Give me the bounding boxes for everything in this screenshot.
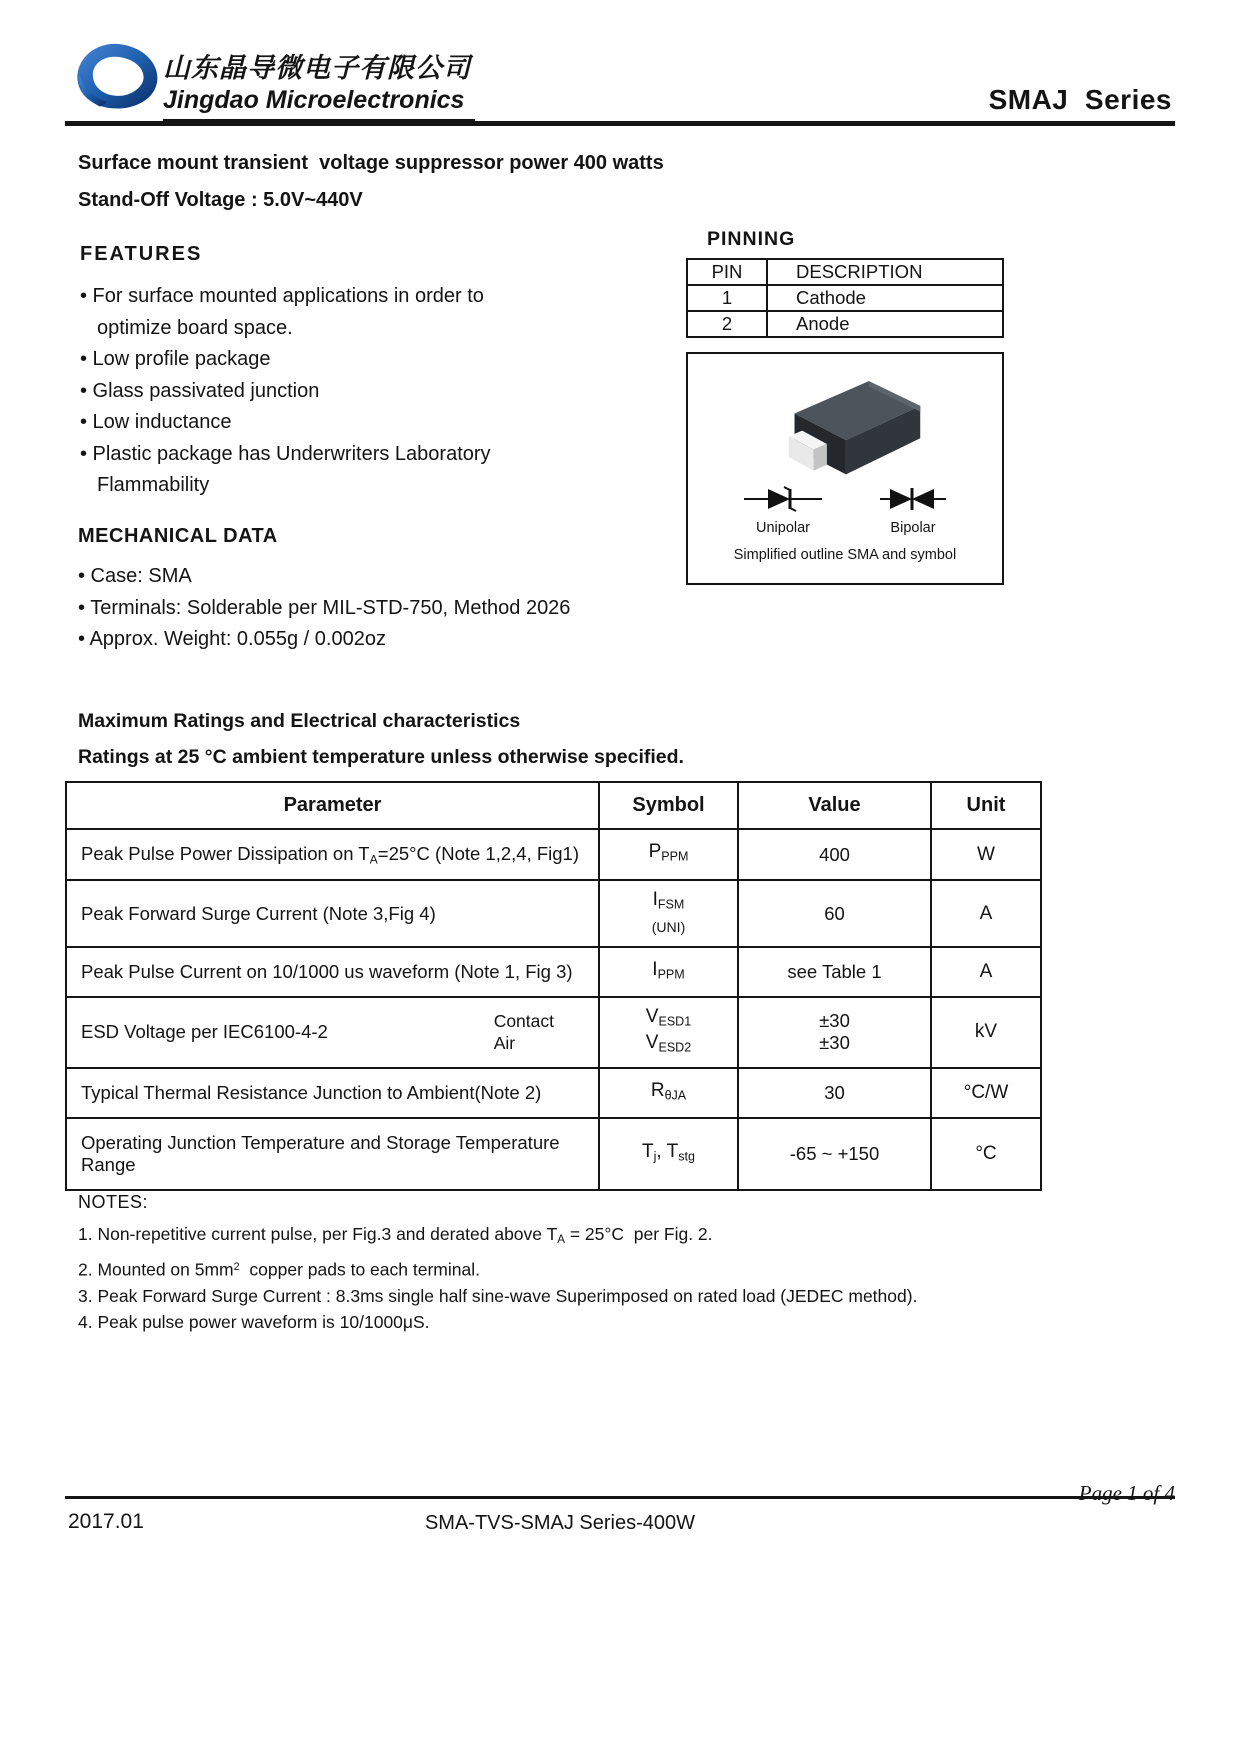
pin-header-row: [687, 259, 1003, 285]
value-cell: [738, 1118, 931, 1190]
features-heading: FEATURES: [80, 243, 203, 265]
notes-list: [78, 1221, 1138, 1336]
feature-item: • For surface mounted applications in order to optimize board space.: [80, 285, 484, 339]
symbol-line: $P_{PPM}$: [648, 841, 689, 864]
pin-number: 1: [687, 285, 767, 311]
sma-package-image: [745, 362, 945, 484]
standoff-voltage: Stand-Off Voltage : 5.0V~440V: [78, 189, 363, 211]
mechanical-data-section: [78, 525, 708, 656]
value-cell: [738, 880, 931, 947]
parameter-col-header: Parameter: [66, 782, 599, 829]
footer-date: 2017.01: [68, 1510, 144, 1533]
product-description: Surface mount transient voltage suppressor power 400 watts: [78, 152, 664, 174]
feature-item: • Low profile package: [80, 348, 271, 370]
package-outline-box: [686, 352, 1004, 585]
value-cell: [738, 1068, 931, 1118]
pin-table-body: [687, 285, 1003, 337]
feature-item: • Plastic package has Underwriters Laboratory Flammability: [80, 442, 491, 496]
parameter-cell: ESD Voltage per IEC6100-4-2 Contact Air: [66, 997, 599, 1068]
company-logo: [72, 42, 160, 112]
unipolar-symbol-block: [744, 486, 822, 536]
symbol-cell: [599, 947, 738, 997]
symbol-line: $V_{ESD2}$: [645, 1032, 692, 1055]
parameter-cell: Operating Junction Temperature and Storage Temperature Range: [66, 1118, 599, 1190]
bipolar-label: Bipolar: [890, 520, 936, 536]
unipolar-diode-symbol-icon: [744, 486, 822, 512]
ratings-row: [66, 1118, 1041, 1190]
ratings-row: [66, 947, 1041, 997]
description-col-header: DESCRIPTION: [767, 259, 1003, 285]
unipolar-label: Unipolar: [756, 520, 810, 536]
ratings-row: [66, 829, 1041, 880]
note-line: 2. Mounted on $5mm^2$ copper pads to each terminal.: [78, 1259, 480, 1280]
note-line: 3. Peak Forward Surge Current : 8.3ms single half sine-wave Superimposed on rated load (JEDEC method).: [78, 1285, 918, 1306]
unit-cell: °C: [931, 1118, 1041, 1190]
value-line: 400: [819, 843, 850, 865]
ratings-row: [66, 997, 1041, 1068]
notes-section: [78, 1192, 1138, 1336]
value-line: -65 ~ +150: [789, 1142, 880, 1164]
mechanical-item: • Terminals: Solderable per MIL-STD-750, Method 2026: [78, 596, 571, 619]
header-rule: [65, 121, 1175, 126]
unit-col-header: Unit: [931, 782, 1041, 829]
symbol-cell: [599, 1118, 738, 1190]
value-line: ±30: [819, 1032, 850, 1054]
ratings-header-row: [66, 782, 1041, 829]
parameter-cell: Peak Pulse Power Dissipation on $T_A=25^\circ C$ (Note 1,2,4, Fig1): [66, 829, 599, 880]
value-line: see Table 1: [787, 960, 882, 982]
unit-cell: A: [931, 947, 1041, 997]
diode-symbols-row: [688, 486, 1002, 536]
note-line: 4. Peak pulse power waveform is 10/1000μS.: [78, 1312, 430, 1333]
feature-item: • Glass passivated junction: [80, 379, 320, 402]
package-caption: Simplified outline SMA and symbol: [733, 547, 957, 563]
right-column: [686, 228, 1004, 585]
pin-col-header: PIN: [687, 259, 767, 285]
footer-doc-title: SMA-TVS-SMAJ Series-400W: [424, 1512, 696, 1534]
pinning-heading: PINNING: [707, 228, 796, 250]
symbol-cell: [599, 880, 738, 947]
unit-cell: °C/W: [931, 1068, 1041, 1118]
ratings-row: [66, 1068, 1041, 1118]
mechanical-data-list: [78, 561, 708, 656]
value-line: ±30: [819, 1010, 850, 1032]
mechanical-item: • Approx. Weight: 0.055g / 0.002oz: [78, 628, 386, 650]
symbol-line: (UNI): [651, 918, 686, 935]
ratings-row: [66, 880, 1041, 947]
value-col-header: Value: [738, 782, 931, 829]
parameter-cell: Typical Thermal Resistance Junction to Ambient(Note 2): [66, 1068, 599, 1118]
pinning-table: [686, 258, 1004, 338]
pin-row: [687, 285, 1003, 311]
ratings-heading: Maximum Ratings and Electrical characteristics: [78, 710, 521, 732]
parameter-extra-line: Contact: [493, 1011, 554, 1032]
symbol-line: $T_j$, $T_{stg}$: [642, 1140, 695, 1164]
company-name-cn: 山东晶导微电子有限公司: [163, 53, 471, 83]
symbol-col-header: Symbol: [599, 782, 738, 829]
unit-cell: A: [931, 880, 1041, 947]
value-cell: [738, 947, 931, 997]
value-line: 60: [824, 902, 845, 924]
company-name-block: [163, 46, 475, 122]
symbol-line: $V_{ESD1}$: [645, 1005, 692, 1029]
bipolar-symbol-block: [880, 486, 946, 536]
symbol-cell: [599, 1068, 738, 1118]
symbol-line: $I_{PPM}$: [652, 958, 685, 982]
features-list: [80, 281, 550, 502]
pin-number: 2: [687, 311, 767, 337]
ratings-table-body: [66, 829, 1041, 1190]
series-title: SMAJ Series: [988, 84, 1172, 115]
parameter-extra: [494, 1010, 554, 1054]
parameter-cell: Peak Forward Surge Current (Note 3,Fig 4): [66, 880, 599, 947]
unit-cell: W: [931, 829, 1041, 880]
unit-cell: kV: [931, 997, 1041, 1068]
value-cell: [738, 829, 931, 880]
features-section: [80, 243, 550, 502]
note-line: 1. Non-repetitive current pulse, per Fig.3 and derated above $T_A = 25^\circ C$ per Fig. 2.: [78, 1224, 713, 1247]
notes-heading: NOTES:: [78, 1192, 149, 1212]
symbol-cell: [599, 829, 738, 880]
company-name-en: Jingdao Microelectronics: [163, 86, 465, 114]
symbol-cell: [599, 997, 738, 1068]
page-number: Page 1 of 4: [1078, 1481, 1175, 1505]
ratings-table: [65, 781, 1042, 1191]
pin-row: [687, 311, 1003, 337]
value-cell: [738, 997, 931, 1068]
bipolar-diode-symbol-icon: [880, 486, 946, 512]
value-line: 30: [824, 1081, 845, 1103]
mechanical-data-heading: MECHANICAL DATA: [78, 525, 278, 547]
pin-description: Cathode: [767, 285, 1003, 311]
mechanical-item: • Case: SMA: [78, 565, 192, 587]
symbol-line: $R_{\theta JA}$: [650, 1079, 687, 1103]
pin-description: Anode: [767, 311, 1003, 337]
feature-item: • Low inductance: [80, 411, 232, 433]
footer-rule: [65, 1496, 1175, 1499]
symbol-line: $I_{FSM}$: [652, 889, 685, 912]
parameter-extra-line: Air: [493, 1033, 516, 1054]
ratings-subheading: Ratings at 25 °C ambient temperature unless otherwise specified.: [78, 746, 684, 768]
parameter-cell: Peak Pulse Current on 10/1000 us waveform (Note 1, Fig 3): [66, 947, 599, 997]
